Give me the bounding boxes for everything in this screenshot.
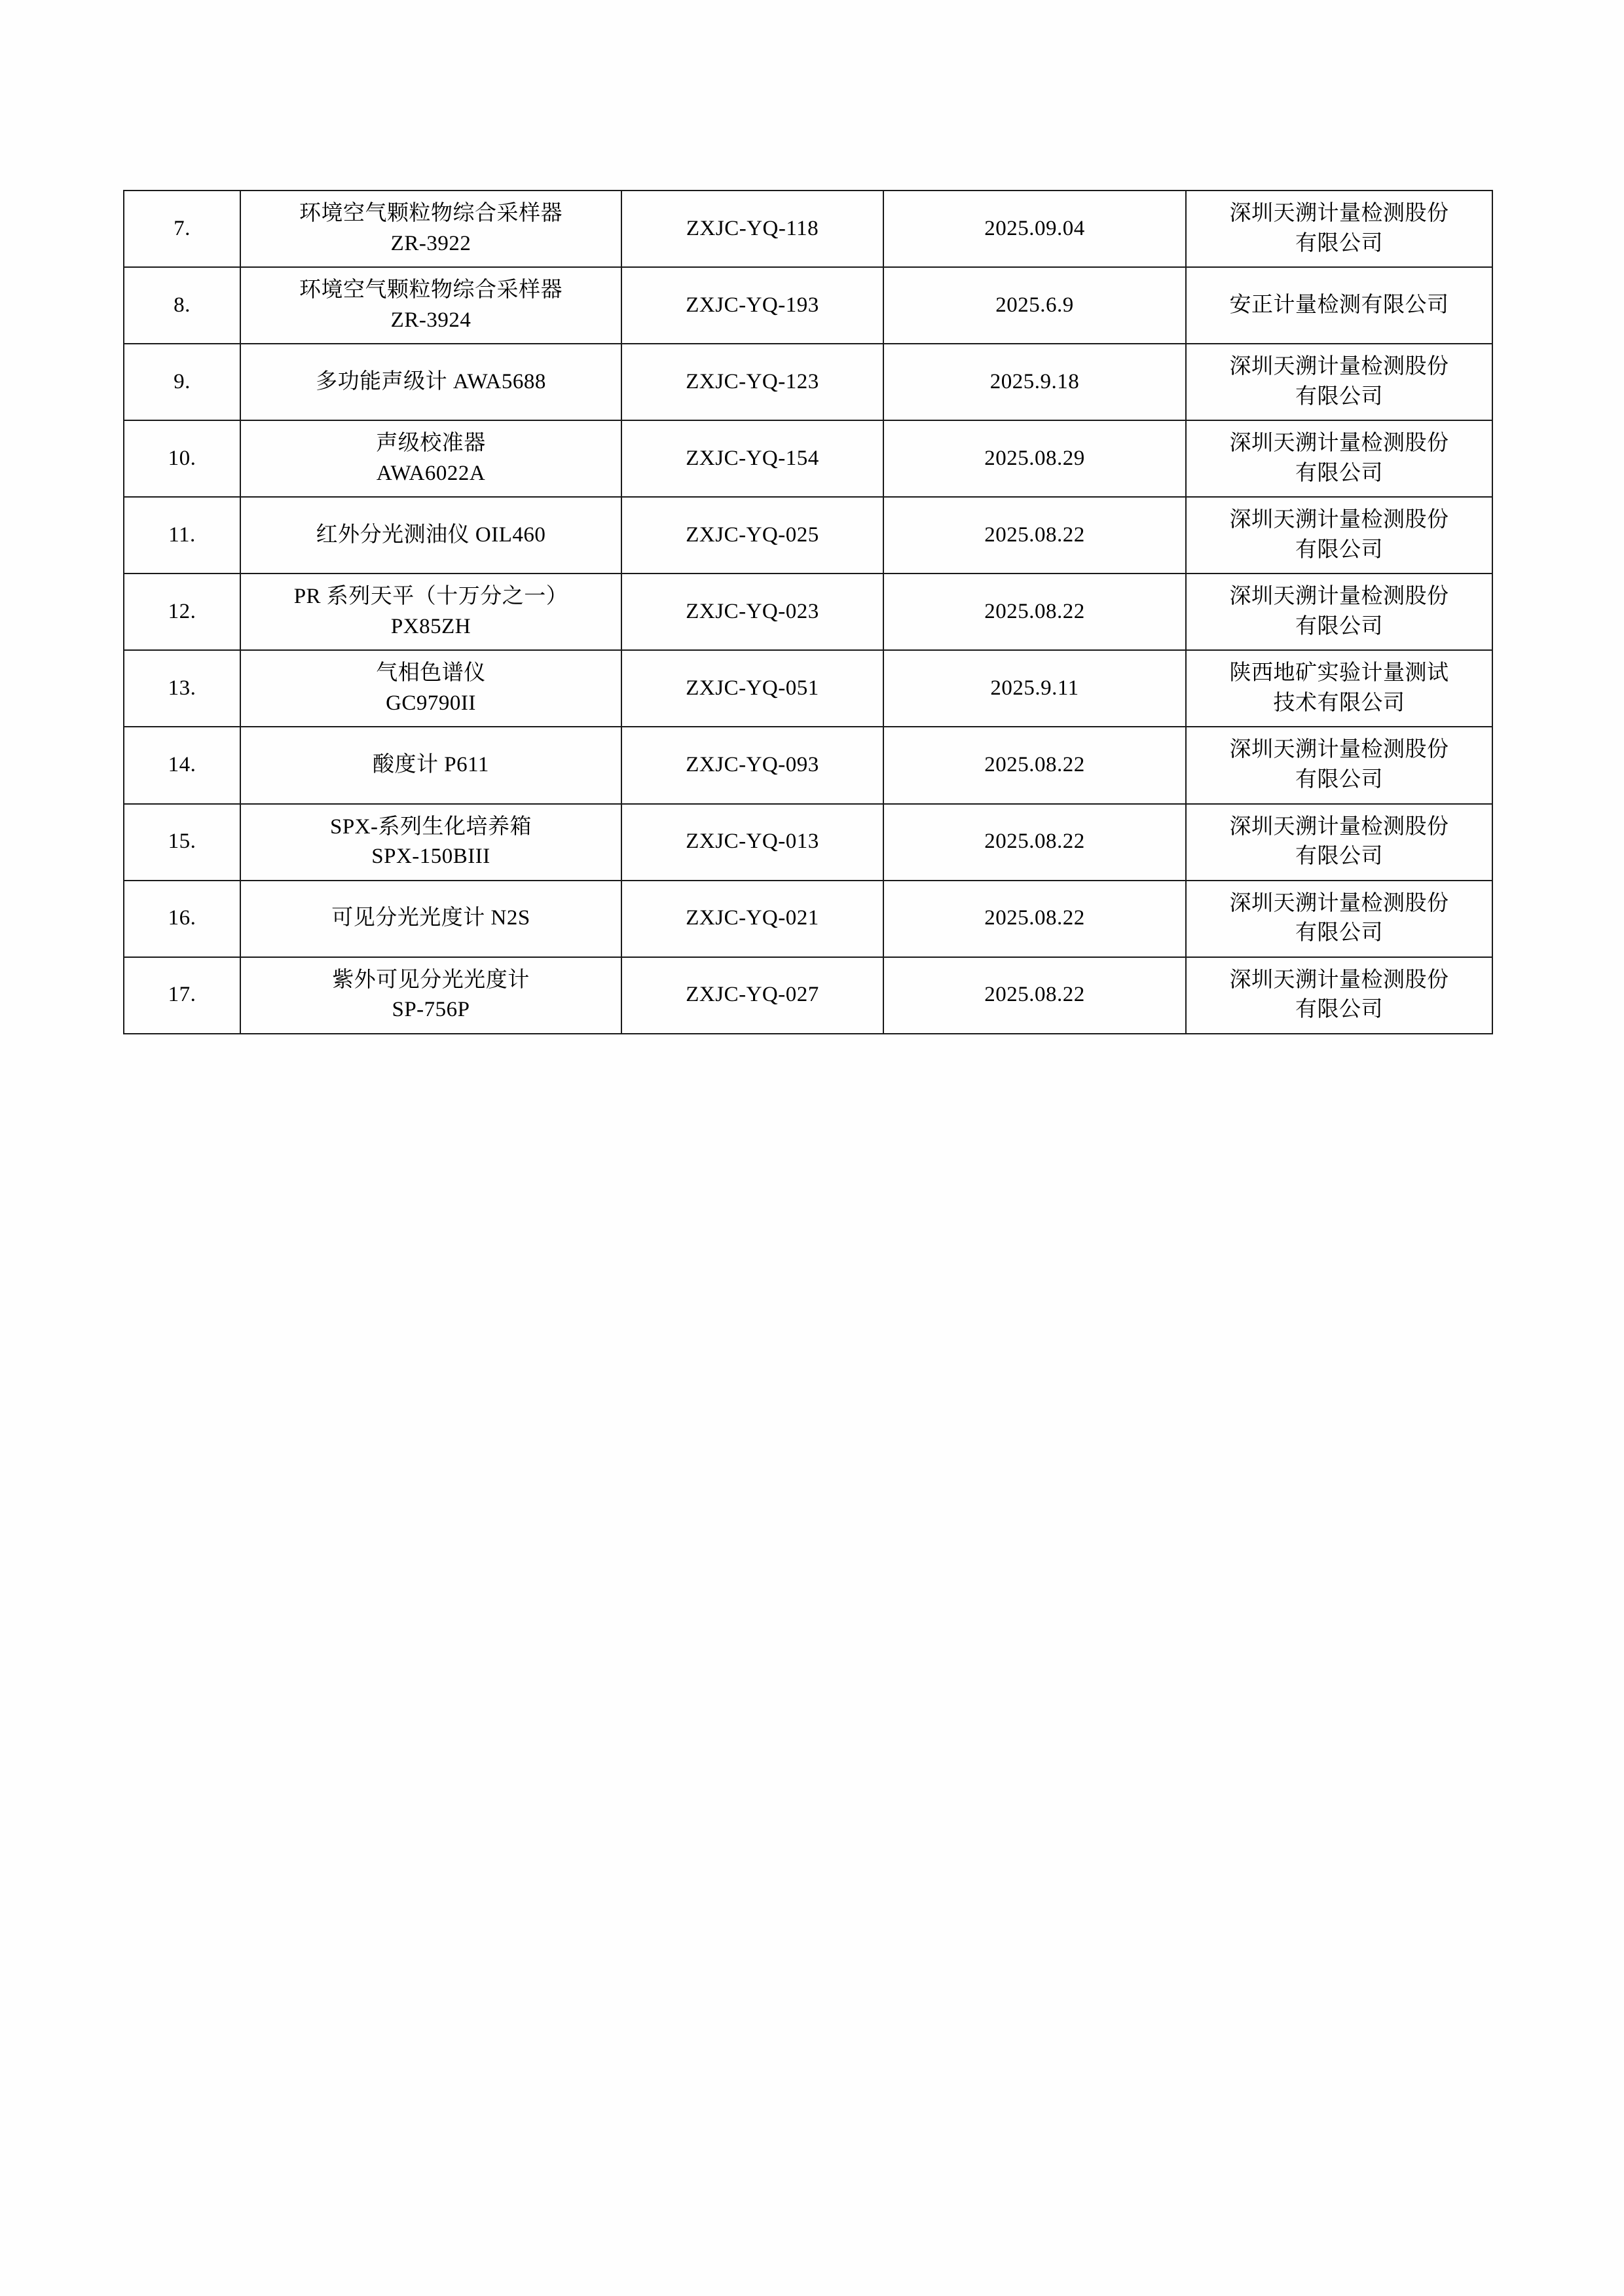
equipment-code: ZXJC-YQ-021 [621,881,883,957]
calibration-date: 2025.08.22 [883,804,1186,881]
equipment-name-line1: SPX-系列生化培养箱 [329,814,532,839]
equipment-code: ZXJC-YQ-025 [621,497,883,574]
calibration-org [1186,957,1492,1034]
calibration-date: 2025.08.22 [883,574,1186,650]
calibration-org [1186,267,1492,344]
calibration-date: 2025.08.22 [883,727,1186,803]
equipment-name-line1: 声级校准器 [376,431,486,456]
row-index: 7. [124,191,240,267]
equipment-name [240,497,621,574]
calibration-org [1186,191,1492,267]
calibration-date: 2025.08.29 [883,420,1186,497]
calibration-date: 2025.08.22 [883,497,1186,574]
calibration-org-line1: 深圳天溯计量检测股份 [1229,891,1449,915]
calibration-org-line1: 深圳天溯计量检测股份 [1229,968,1449,992]
row-index: 9. [124,344,240,420]
calibration-org [1186,344,1492,420]
equipment-name [240,267,621,344]
equipment-name [240,804,621,881]
equipment-code: ZXJC-YQ-193 [621,267,883,344]
table-row [124,191,1492,267]
equipment-table-container [123,190,1492,1034]
calibration-org-line2: 有限公司 [1295,845,1383,869]
equipment-name-line1: 紫外可见分光光度计 [332,968,530,992]
row-index: 10. [124,420,240,497]
calibration-org-line1: 安正计量检测有限公司 [1229,293,1449,317]
calibration-org-line1: 深圳天溯计量检测股份 [1229,585,1449,609]
equipment-name-line2: GC9790II [386,691,476,715]
table-row [124,344,1492,420]
table-row [124,727,1492,803]
equipment-code: ZXJC-YQ-027 [621,957,883,1034]
calibration-org [1186,574,1492,650]
calibration-date: 2025.08.22 [883,881,1186,957]
equipment-name-line1: 红外分光测油仪 OIL460 [316,523,546,547]
table-row [124,881,1492,957]
calibration-org-line1: 陕西地矿实验计量测试 [1229,661,1449,685]
equipment-code: ZXJC-YQ-154 [621,420,883,497]
row-index: 11. [124,497,240,574]
table-row [124,804,1492,881]
calibration-org [1186,727,1492,803]
calibration-org-line1: 深圳天溯计量检测股份 [1229,202,1449,225]
equipment-name-line1: 环境空气颗粒物综合采样器 [299,278,563,302]
row-index: 12. [124,574,240,650]
equipment-name [240,957,621,1034]
calibration-org [1186,497,1492,574]
calibration-org [1186,881,1492,957]
calibration-org-line1: 深圳天溯计量检测股份 [1229,355,1449,379]
calibration-org-line1: 深圳天溯计量检测股份 [1229,508,1449,532]
equipment-code: ZXJC-YQ-123 [621,344,883,420]
calibration-org-line2: 有限公司 [1295,231,1383,255]
calibration-org-line2: 有限公司 [1295,998,1383,1022]
row-index: 16. [124,881,240,957]
equipment-name [240,650,621,727]
equipment-code: ZXJC-YQ-023 [621,574,883,650]
equipment-code: ZXJC-YQ-118 [621,191,883,267]
table-row [124,497,1492,574]
row-index: 13. [124,650,240,727]
equipment-code: ZXJC-YQ-013 [621,804,883,881]
calibration-date: 2025.9.18 [883,344,1186,420]
calibration-date: 2025.6.9 [883,267,1186,344]
calibration-org-line2: 有限公司 [1295,538,1383,562]
equipment-name-line2: SP-756P [392,998,470,1022]
row-index: 17. [124,957,240,1034]
calibration-date: 2025.09.04 [883,191,1186,267]
calibration-org-line1: 深圳天溯计量检测股份 [1229,814,1449,839]
calibration-org-line2: 有限公司 [1295,921,1383,945]
equipment-calibration-table [123,190,1493,1034]
equipment-code: ZXJC-YQ-051 [621,650,883,727]
calibration-org-line2: 有限公司 [1295,767,1383,792]
row-index: 8. [124,267,240,344]
table-row [124,574,1492,650]
calibration-org-line2: 有限公司 [1295,614,1383,638]
table-row [124,267,1492,344]
equipment-name-line2: SPX-150BIII [371,845,490,869]
equipment-name-line1: PR 系列天平（十万分之一） [293,585,568,609]
calibration-date: 2025.9.11 [883,650,1186,727]
equipment-name [240,881,621,957]
equipment-name-line1: 多功能声级计 AWA5688 [316,369,546,393]
calibration-date: 2025.08.22 [883,957,1186,1034]
equipment-name-line1: 气相色谱仪 [376,661,486,685]
equipment-code: ZXJC-YQ-093 [621,727,883,803]
table-row [124,957,1492,1034]
calibration-org-line2: 技术有限公司 [1273,691,1405,715]
calibration-org-line2: 有限公司 [1295,384,1383,409]
equipment-name-line2: ZR-3924 [390,308,471,332]
equipment-name [240,727,621,803]
equipment-name-line1: 环境空气颗粒物综合采样器 [299,202,563,225]
equipment-name [240,191,621,267]
equipment-name-line1: 酸度计 P611 [373,753,489,777]
equipment-name-line1: 可见分光光度计 N2S [331,906,530,930]
table-row [124,420,1492,497]
calibration-org [1186,420,1492,497]
equipment-name-line2: ZR-3922 [390,231,471,255]
equipment-name-line2: AWA6022A [376,461,486,485]
equipment-name-line2: PX85ZH [390,614,471,638]
calibration-org-line2: 有限公司 [1295,461,1383,485]
row-index: 15. [124,804,240,881]
calibration-org-line1: 深圳天溯计量检测股份 [1229,738,1449,762]
row-index: 14. [124,727,240,803]
calibration-org [1186,650,1492,727]
table-body [124,191,1492,1034]
calibration-org [1186,804,1492,881]
equipment-name [240,420,621,497]
equipment-name [240,344,621,420]
table-row [124,650,1492,727]
equipment-name [240,574,621,650]
calibration-org-line1: 深圳天溯计量检测股份 [1229,431,1449,456]
